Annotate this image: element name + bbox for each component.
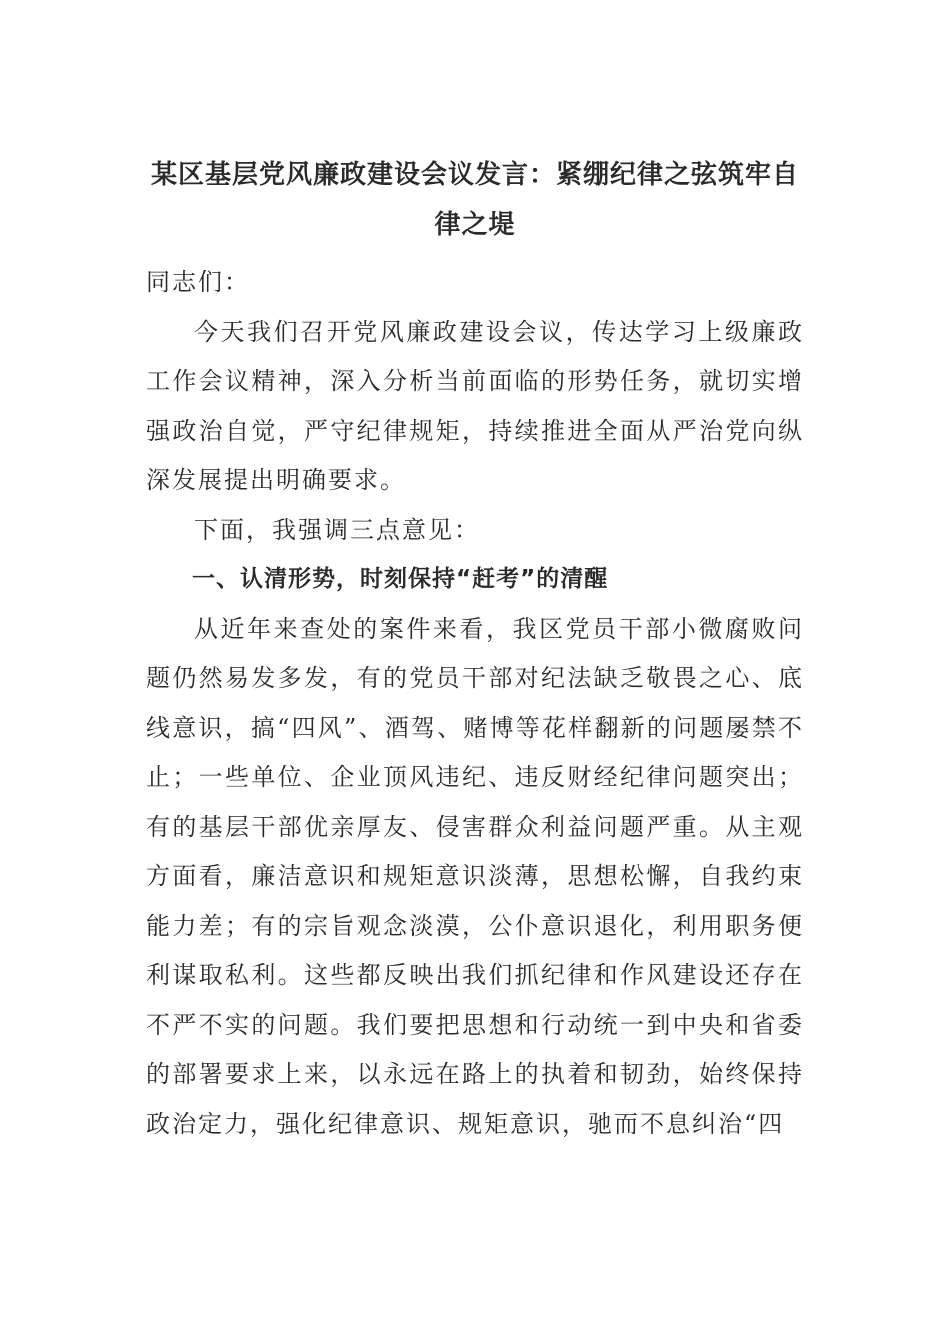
paragraph-intro: 今天我们召开党风廉政建设会议，传达学习上级廉政工作会议精神，深入分析当前面临的形势任务，就切实增强政治自觉，严守纪律规矩，持续推进全面从严治党向纵深发展提出明确要求。	[146, 317, 804, 494]
paragraph-transition: 下面，我强调三点意见：	[194, 515, 480, 544]
document-body	[146, 150, 804, 1149]
section-1-heading: 一、认清形势，时刻保持“赶考”的清醒	[192, 566, 609, 592]
section-1-paragraph: 从近年来查处的案件来看，我区党员干部小微腐败问题仍然易发多发，有的党员干部对纪法缺乏敬畏之心、底线意识，搞“四风”、酒驾、赌博等花样翻新的问题屡禁不止；一些单位、企业顶风违纪、违反财经纪律问题突出；有的基层干部优亲厚友、侵害群众利益问题严重。从主观方面看，廉洁意识和规矩意识淡薄，思想松懈，自我约束能力差；有的宗旨观念淡漠，公仆意识退化，利用职务便利谋取私利。这些都反映出我们抓纪律和作风建设还存在不严不实的问题。我们要把思想和行动统一到中央和省委的部署要求上来，以永远在路上的执着和韧劲，始终保持政治定力，强化纪律意识、规矩意识，驰而不息纠治“四	[146, 614, 804, 1138]
salutation: 同志们：	[146, 268, 250, 296]
document-title: 某区基层党风廉政建设会议发言：紧绷纪律之弦筑牢自律之堤	[150, 160, 799, 240]
